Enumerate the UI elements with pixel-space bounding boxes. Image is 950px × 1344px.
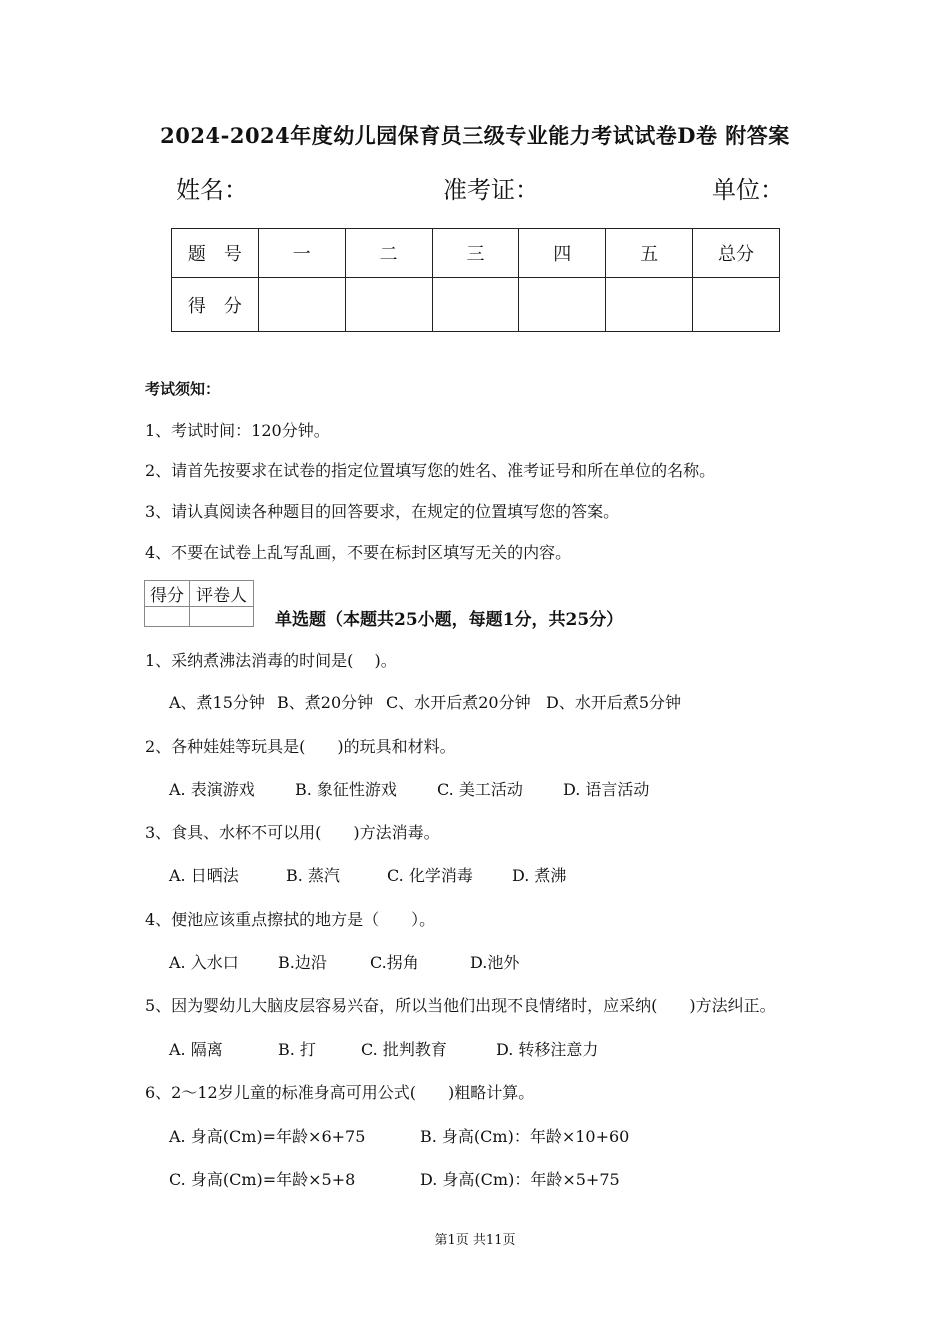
score-cell (606, 278, 693, 332)
score-header-cell: 四 (519, 229, 606, 278)
grader-score-label: 得分 (145, 581, 190, 607)
question-option: B. 象征性游戏 (295, 780, 397, 799)
question-option: D.池外 (470, 953, 520, 972)
question-text: 5、因为婴幼儿大脑皮层容易兴奋，所以当他们出现不良情绪时，应采纳( )方法纠正。 (145, 996, 776, 1015)
score-header-cell: 二 (345, 229, 432, 278)
question-option: C. 美工活动 (437, 780, 523, 799)
note-item: 3、请认真阅读各种题目的回答要求，在规定的位置填写您的答案。 (145, 502, 620, 521)
question-text: 2、各种娃娃等玩具是( )的玩具和材料。 (145, 737, 456, 756)
question-option: C. 身高(Cm)=年龄×5+8 (169, 1170, 356, 1189)
score-header-cell: 五 (606, 229, 693, 278)
score-cell (258, 278, 345, 332)
grader-blank-row (145, 607, 254, 627)
score-cell (432, 278, 519, 332)
question-text: 1、采纳煮沸法消毒的时间是( )。 (145, 651, 397, 670)
question-option: A. 身高(Cm)=年龄×6+75 (169, 1127, 366, 1146)
question-option: C.拐角 (370, 953, 419, 972)
score-table-score-row (172, 278, 780, 332)
note-item: 1、考试时间：120分钟。 (145, 421, 330, 440)
question-option: A. 表演游戏 (169, 780, 255, 799)
score-cell (519, 278, 606, 332)
note-item: 2、请首先按要求在试卷的指定位置填写您的姓名、准考证号和所在单位的名称。 (145, 461, 716, 480)
question-option: A. 隔离 (169, 1040, 223, 1059)
score-header-cell: 三 (432, 229, 519, 278)
exam-id-field-label: 准考证： (443, 176, 539, 204)
score-header-cell: 一 (258, 229, 345, 278)
note-item: 4、不要在试卷上乱写乱画，不要在标封区填写无关的内容。 (145, 543, 572, 562)
score-table (171, 228, 780, 332)
question-text: 6、2～12岁儿童的标准身高可用公式( )粗略计算。 (145, 1083, 535, 1102)
grader-table (144, 580, 254, 627)
question-option: B. 身高(Cm)：年龄×10+60 (420, 1127, 630, 1146)
question-option: C. 批判教育 (361, 1040, 447, 1059)
question-option: B. 打 (278, 1040, 316, 1059)
name-field-label: 姓名： (176, 176, 248, 204)
question-option: D. 语言活动 (563, 780, 650, 799)
question-option: B、煮20分钟 (277, 693, 374, 712)
grader-name-label: 评卷人 (190, 581, 254, 607)
question-option: A. 入水口 (169, 953, 239, 972)
question-text: 3、食具、水杯不可以用( )方法消毒。 (145, 823, 440, 842)
question-option: D. 煮沸 (512, 866, 567, 885)
section-title: 单选题（本题共25小题，每题1分，共25分） (275, 610, 624, 630)
grader-score-cell (145, 607, 190, 627)
question-option: D. 身高(Cm)：年龄×5+75 (420, 1170, 620, 1189)
unit-field-label: 单位： (712, 176, 784, 204)
question-option: A、煮15分钟 (169, 693, 265, 712)
score-cell (693, 278, 780, 332)
score-cell (345, 278, 432, 332)
page-title: 2024-2024年度幼儿园保育员三级专业能力考试试卷D卷 附答案 (160, 123, 790, 148)
question-option: C. 化学消毒 (387, 866, 473, 885)
question-option: C、水开后煮20分钟 (386, 693, 531, 712)
question-option: B. 蒸汽 (286, 866, 340, 885)
question-option: B.边沿 (278, 953, 327, 972)
score-table-header-row (172, 229, 780, 278)
notes-title: 考试须知： (145, 380, 221, 398)
question-text: 4、便池应该重点擦拭的地方是（ ）。 (145, 910, 436, 929)
question-option: D、水开后煮5分钟 (546, 693, 682, 712)
score-header-cell: 总分 (693, 229, 780, 278)
question-option: A. 日晒法 (169, 866, 239, 885)
page-footer: 第1页 共11页 (434, 1233, 516, 1248)
grader-header-row (145, 581, 254, 607)
grader-name-cell (190, 607, 254, 627)
question-option: D. 转移注意力 (496, 1040, 599, 1059)
score-header-cell: 题 号 (172, 229, 259, 278)
score-row-label: 得 分 (172, 278, 259, 332)
